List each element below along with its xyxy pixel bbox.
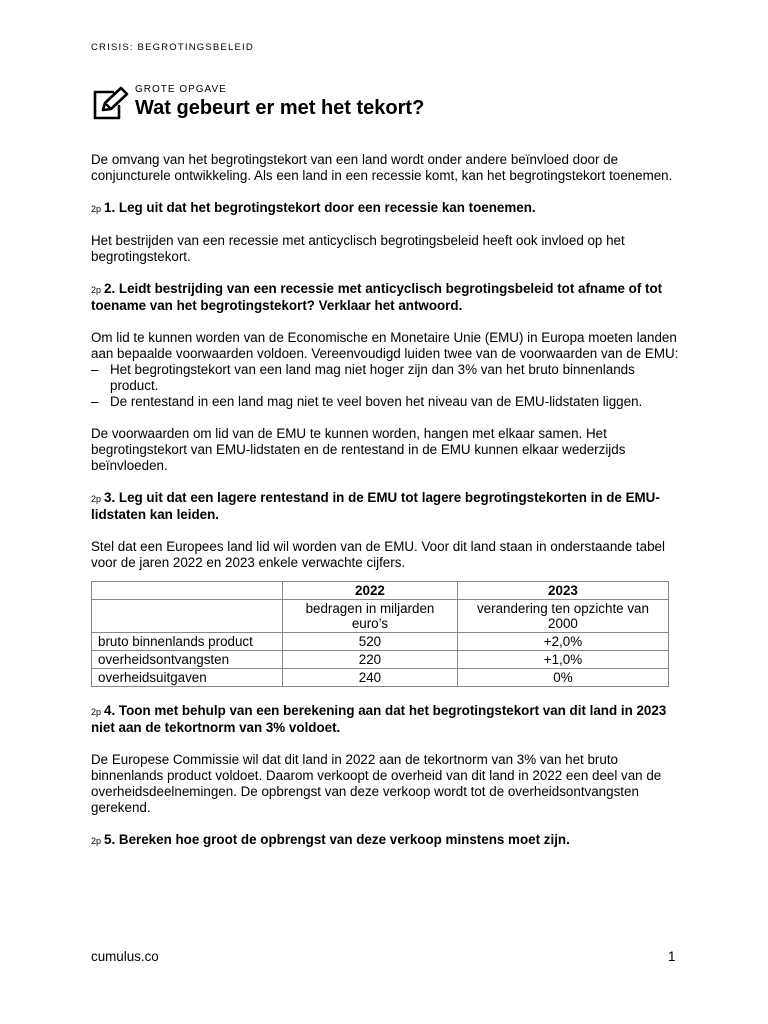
cell-2022: 240 — [283, 669, 458, 687]
question-text: 5. Bereken hoe groot de opbrengst van deze verkoop minstens moet zijn. — [104, 832, 570, 847]
question-text: 4. Toon met behulp van een berekening aan dat het begrotingstekort van dit land in 2023 niet aan de tekortnorm van 3% voldoet. — [91, 703, 667, 735]
question-5 — [91, 832, 681, 849]
emu-conditions-list — [91, 362, 681, 410]
points-label: 2p — [91, 494, 102, 504]
column-header-2023: 2023 — [457, 582, 668, 600]
footer-site: cumulus.co — [91, 949, 159, 964]
table-row — [92, 651, 669, 669]
question-text: 3. Leg uit dat een lagere rentestand in de EMU tot lagere begrotingstekorten in de EMU-lidstaten kan leiden. — [91, 490, 660, 522]
question-2 — [91, 281, 681, 314]
points-label: 2p — [91, 836, 102, 846]
column-subheader-2022: bedragen in miljarden euro’s — [283, 600, 458, 633]
table-corner-cell — [92, 582, 283, 600]
row-label: bruto binnenlands product — [92, 633, 283, 651]
question-4 — [91, 703, 681, 736]
paragraph-3: Om lid te kunnen worden van de Economische en Monetaire Unie (EMU) in Europa moeten landen aan bepaalde voorwaarden voldoen. Vereenvoudigd luiden twee van de voorwaarden van de EMU: — [91, 330, 679, 361]
column-header-2022: 2022 — [283, 582, 458, 600]
row-label: overheidsontvangsten — [92, 651, 283, 669]
question-text: 2. Leidt bestrijding van een recessie met anticyclisch begrotingsbeleid tot afname of tot toename van het begrotingstekort? Verklaar het antwoord. — [91, 281, 663, 313]
table-subheader-row — [92, 600, 669, 633]
assignment-body — [91, 152, 681, 865]
data-table — [91, 581, 669, 687]
cell-2023: +2,0% — [457, 633, 668, 651]
list-item: – De rentestand in een land mag niet te veel boven het niveau van de EMU-lidstaten liggen. — [91, 394, 643, 409]
pencil-note-icon — [91, 86, 129, 122]
table-empty-cell — [92, 600, 283, 633]
question-text: 1. Leg uit dat het begrotingstekort door een recessie kan toenemen. — [104, 200, 536, 215]
cell-2022: 220 — [283, 651, 458, 669]
points-label: 2p — [91, 285, 102, 295]
cell-2022: 520 — [283, 633, 458, 651]
paragraph-4: De voorwaarden om lid van de EMU te kunnen worden, hangen met elkaar samen. Het begrotingstekort van EMU-lidstaten en de rentestand in de EMU kunnen elkaar wederzijds beïnvloeden. — [91, 426, 626, 473]
paragraph-2: Het bestrijden van een recessie met anticyclisch begrotingsbeleid heeft ook invloed op het begrotingstekort. — [91, 233, 625, 264]
points-label: 2p — [91, 707, 102, 717]
cell-2023: 0% — [457, 669, 668, 687]
paragraph-6: De Europese Commissie wil dat dit land in 2022 aan de tekortnorm van 3% van het bruto binnenlands product voldoet. Daarom verkoopt de overheid van dit land in 2022 een deel van de overheidsdeelnemingen. De opbrengst van deze verkoop wordt tot de overheidsontvangsten gerekend. — [91, 752, 662, 815]
column-subheader-2023: verandering ten opzichte van 2000 — [457, 600, 668, 633]
section-label: CRISIS: BEGROTINGSBELEID — [91, 42, 254, 53]
page-number: 1 — [668, 949, 676, 964]
question-3 — [91, 490, 681, 523]
cell-2023: +1,0% — [457, 651, 668, 669]
table-header-row — [92, 582, 669, 600]
list-item: – Het begrotingstekort van een land mag niet hoger zijn dan 3% van het bruto binnenlands product. — [91, 362, 635, 393]
row-label: overheidsuitgaven — [92, 669, 283, 687]
points-label: 2p — [91, 204, 102, 214]
title-block — [91, 84, 691, 124]
page-title: Wat gebeurt er met het tekort? — [135, 97, 425, 119]
intro-paragraph: De omvang van het begrotingstekort van een land wordt onder andere beïnvloed door de conjuncturele ontwikkeling. Als een land in een recessie komt, kan het begrotingstekort toenemen. — [91, 152, 673, 183]
subtitle: GROTE OPGAVE — [135, 84, 227, 95]
question-1 — [91, 200, 681, 217]
table-row — [92, 633, 669, 651]
paragraph-5: Stel dat een Europees land lid wil worden van de EMU. Voor dit land staan in onderstaande tabel voor de jaren 2022 en 2023 enkele verwachte cijfers. — [91, 539, 665, 570]
table-row — [92, 669, 669, 687]
